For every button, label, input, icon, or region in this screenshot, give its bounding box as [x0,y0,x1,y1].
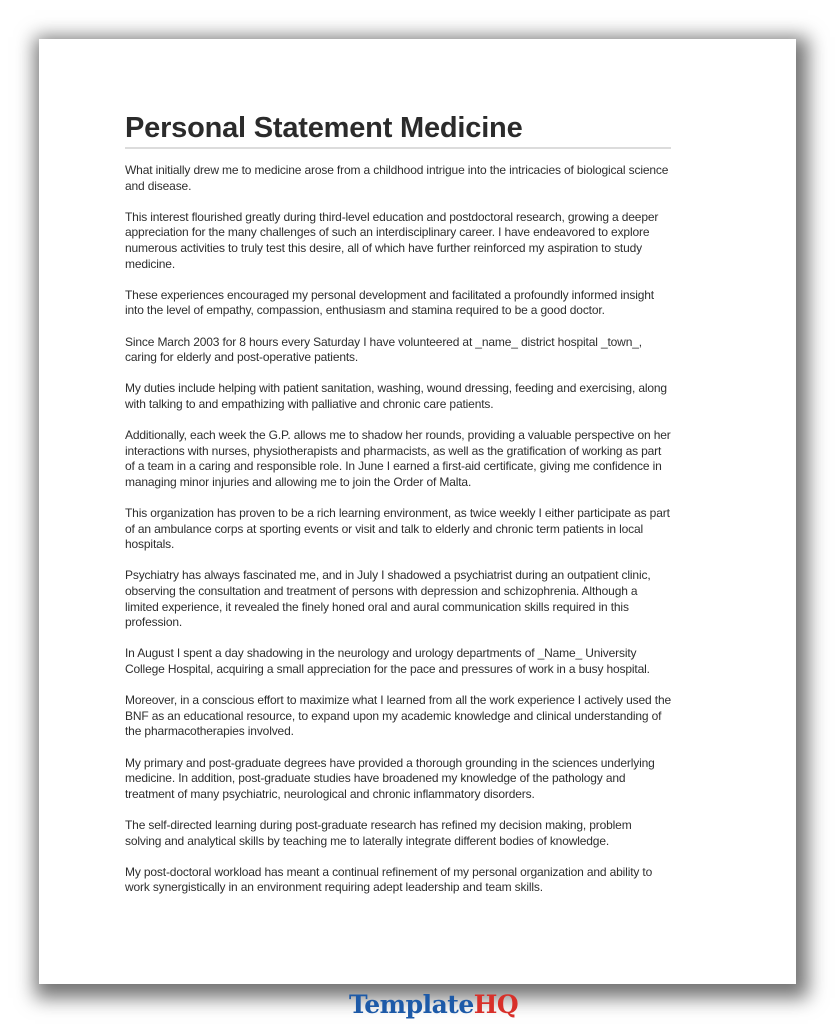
paragraph: What initially drew me to medicine arose from a childhood intrigue into the intricacies of biological science and disease. [125,163,669,193]
paragraph: Moreover, in a conscious effort to maximize what I learned from all the work experience I actively used the BNF as an educational resource, to expand upon my academic knowledge and clinical understanding of the pharmacotherapies involved. [125,693,671,739]
paragraph: This organization has proven to be a rich learning environment, as twice weekly I either participate as part of an ambulance corps at sporting events or visit and talk to elderly and chronic term patients in local hospitals. [125,506,670,552]
paragraph: Additionally, each week the G.P. allows me to shadow her rounds, providing a valuable perspective on her interactions with nurses, physiotherapists and pharmacists, as well as the gratification of working as part of a team in a caring and responsible role. In June I earned a first-aid certificate, giving me confidence in managing minor injuries and allowing me to join the Order of Malta. [125,428,671,489]
document-body [125,163,671,896]
logo-part-template: Template [349,990,474,1019]
document-page [39,39,796,984]
page-title: Personal Statement Medicine [125,111,671,149]
paragraph: My post-doctoral workload has meant a continual refinement of my personal organization and ability to work synergistically in an environment requiring adept leadership and team skills. [125,864,653,895]
paragraph: My duties include helping with patient sanitation, washing, wound dressing, feeding and exercising, along with talking to and empathizing with palliative and chronic care patients. [125,381,667,411]
paragraph: This interest flourished greatly during third-level education and postdoctoral research, growing a deeper appreciation for the many challenges of such an interdisciplinary career. I have endeavored to explore numerous activities to truly test this desire, all of which have further reinforced my aspiration to study medicine. [125,209,659,271]
paragraph: In August I spent a day shadowing in the neurology and urology departments of _Name_ University College Hospital, acquiring a small appreciation for the pace and pressures of work in a busy hospital. [125,646,650,676]
templatehq-logo [349,990,518,1019]
paragraph: My primary and post-graduate degrees have provided a thorough grounding in the sciences underlying medicine. In addition, post-graduate studies have broadened my knowledge of the pathology and treatment of many psychiatric, neurological and chronic inflammatory disorders. [125,755,655,801]
paragraph: Psychiatry has always fascinated me, and in July I shadowed a psychiatrist during an outpatient clinic, observing the consultation and treatment of persons with depression and schizophrenia. Although a limited experience, it revealed the finely honed oral and aural communication skills required in this profession. [125,568,651,630]
document-content [125,111,671,912]
paragraph: The self-directed learning during post-graduate research has refined my decision making, problem solving and analytical skills by teaching me to laterally integrate different bodies of knowledge. [125,817,632,848]
paragraph: Since March 2003 for 8 hours every Saturday I have volunteered at _name_ district hospital _town_, caring for elderly and post-operative patients. [125,334,642,365]
paragraph: These experiences encouraged my personal development and facilitated a profoundly informed insight into the level of empathy, compassion, enthusiasm and stamina required to be a good doctor. [125,287,654,318]
logo-part-hq: HQ [473,990,519,1019]
